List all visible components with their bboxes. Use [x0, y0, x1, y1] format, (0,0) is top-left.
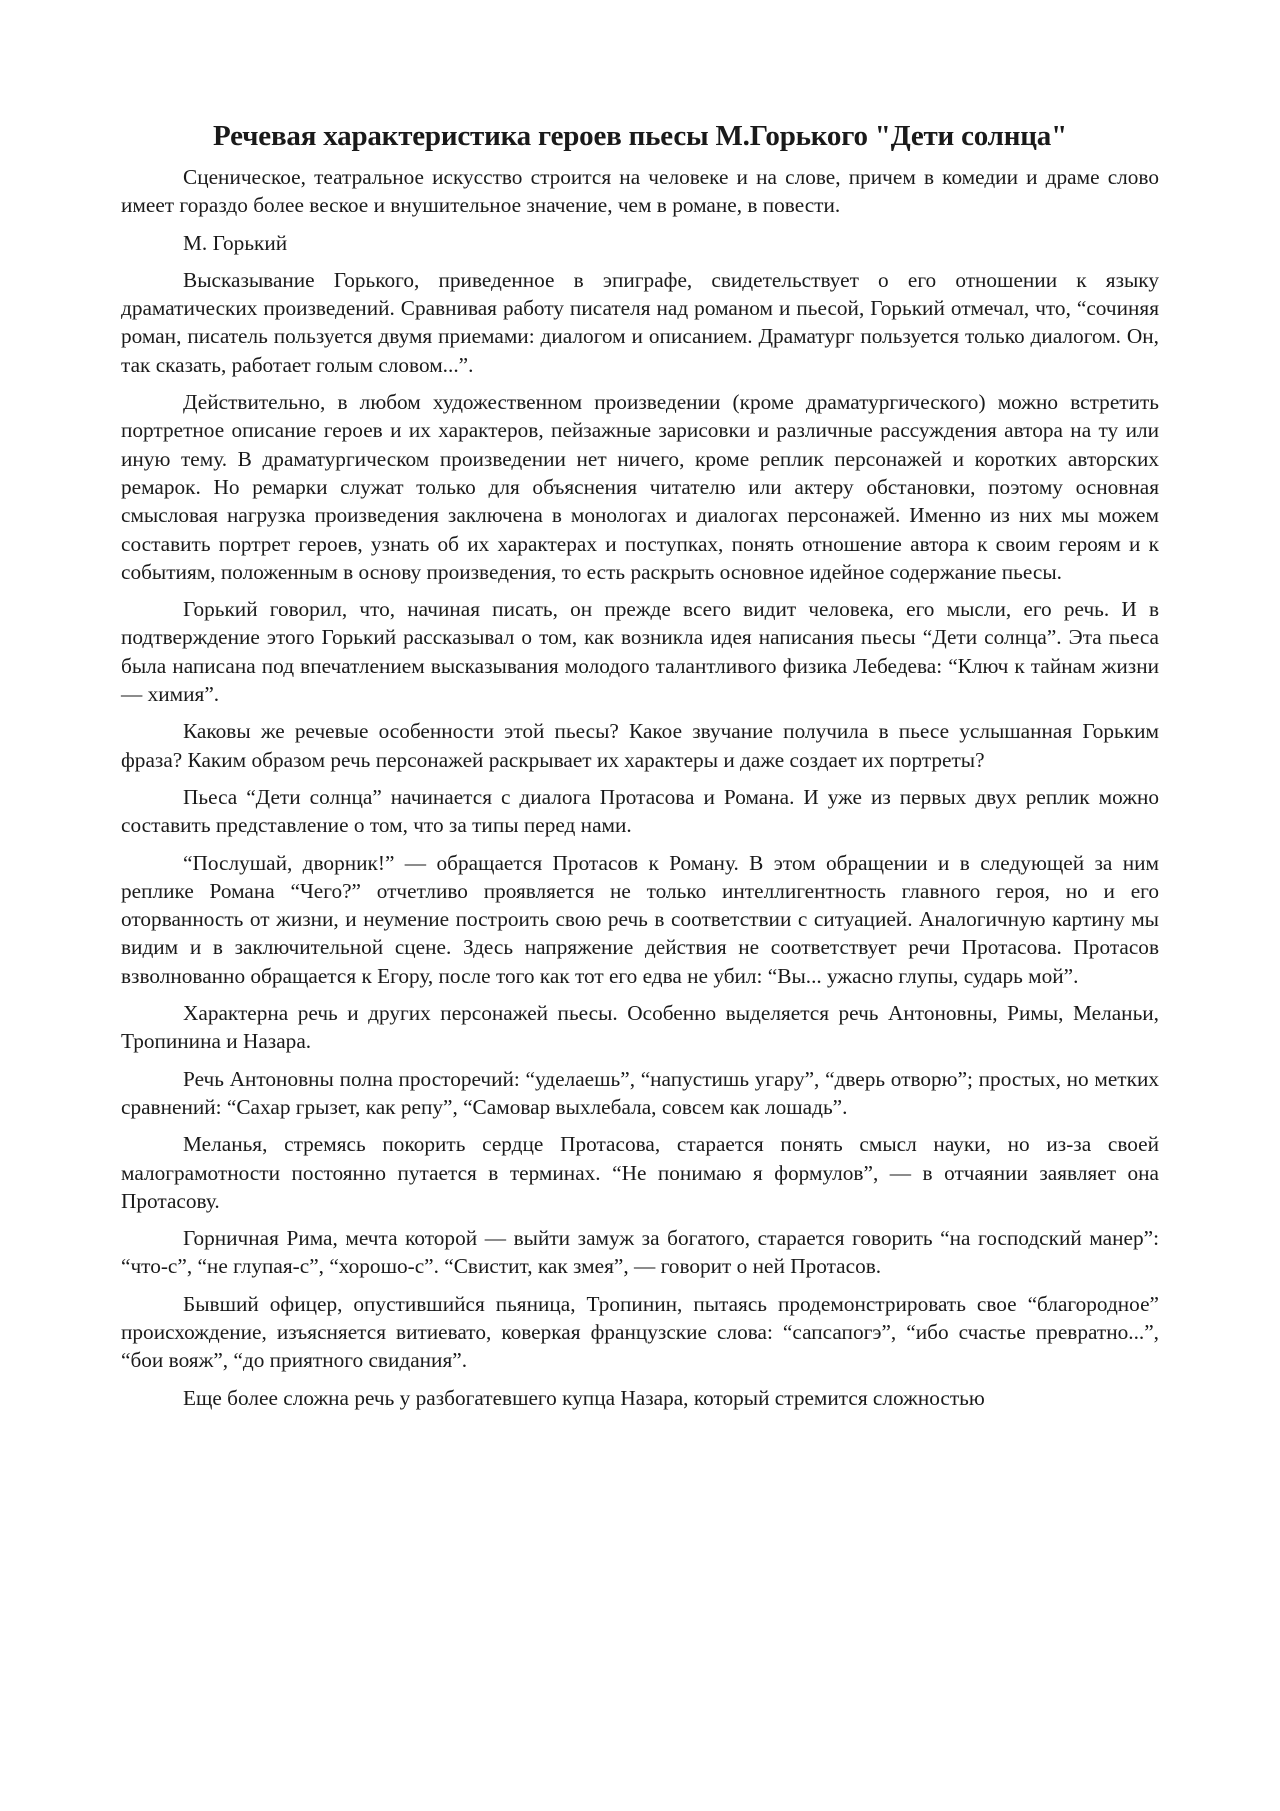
document-page	[121, 118, 1159, 1412]
paragraph: Горький говорил, что, начиная писать, он прежде всего видит человека, его мысли, его речь. И в подтверждение этого Горький рассказывал о том, как возникла идея написания пьесы “Дети солнца”. Эта пьеса была написана под впечатлением высказывания молодого талантливого физика Лебедева: “Ключ к тайнам жизни — химия”.	[121, 597, 1159, 707]
paragraph: Характерна речь и других персонажей пьесы. Особенно выделяется речь Антоновны, Римы, Меланьи, Тропинина и Назара.	[121, 1001, 1159, 1054]
paragraph: Каковы же речевые особенности этой пьесы? Какое звучание получила в пьесе услышанная Горьким фраза? Каким образом речь персонажей раскрывает их характеры и даже создает их портреты?	[121, 719, 1159, 772]
paragraph: Пьеса “Дети солнца” начинается с диалога Протасова и Романа. И уже из первых двух реплик можно составить представление о том, что за типы перед нами.	[121, 784, 1159, 838]
paragraph: Еще более сложна речь у разбогатевшего купца Назара, который стремится сложностью	[183, 1385, 985, 1410]
epigraph-text: Сценическое, театральное искусство строится на человеке и на слове, причем в комедии и драме слово имеет гораздо более веское и внушительное значение, чем в романе, в повести.	[121, 165, 1159, 218]
document-title: Речевая характеристика героев пьесы М.Горького "Дети солнца"	[213, 120, 1067, 152]
epigraph-author: М. Горький	[183, 230, 288, 255]
paragraph: Речь Антоновны полна просторечий: “уделаешь”, “напустишь угару”, “дверь отворю”; простых, но метких сравнений: “Сахар грызет, как репу”, “Самовар выхлебала, совсем как лошадь”.	[121, 1066, 1159, 1119]
paragraph: Бывший офицер, опустившийся пьяница, Тропинин, пытаясь продемонстрировать свое “благородное” происхождение, изъясняется витиевато, коверкая французские слова: “сапсапогэ”, “ибо счастье превратно...”, “бои вояж”, “до приятного свидания”.	[121, 1291, 1159, 1373]
paragraph: Высказывание Горького, приведенное в эпиграфе, свидетельствует о его отношении к языку драматических произведений. Сравнивая работу писателя над романом и пьесой, Горький отмечал, что, “сочиняя роман, писатель пользуется двумя приемами: диалогом и описанием. Драматург пользуется только диалогом. Он, так сказать, работает голым словом...”.	[121, 267, 1159, 377]
paragraph: Действительно, в любом художественном произведении (кроме драматургического) можно встретить портретное описание героев и их характеров, пейзажные зарисовки и различные рассуждения автора на ту или иную тему. В драматургическом произведении нет ничего, кроме реплик персонажей и коротких авторских ремарок. Но ремарки служат только для объяснения читателю или актеру обстановки, поэтому основная смысловая нагрузка произведения заключена в монологах и диалогах персонажей. Именно из них мы можем составить портрет героев, узнать об их характерах и поступках, понять отношение автора к своим героям и к событиям, положенным в основу произведения, то есть раскрыть основное идейное содержание пьесы.	[121, 390, 1159, 584]
paragraph: Горничная Рима, мечта которой — выйти замуж за богатого, старается говорить “на господский манер”: “что-с”, “не глупая-с”, “хорошо-с”. “Свистит, как змея”, — говорит о ней Протасов.	[121, 1226, 1159, 1279]
paragraph: Меланья, стремясь покорить сердце Протасова, старается понять смысл науки, но из-за своей малограмотности постоянно путается в терминах. “Не понимаю я формулов”, — в отчаянии заявляет она Протасову.	[121, 1132, 1159, 1213]
paragraph: “Послушай, дворник!” — обращается Протасов к Роману. В этом обращении и в следующей за ним реплике Романа “Чего?” отчетливо проявляется не только интеллигентность главного героя, но и его оторванность от жизни, и неумение построить свою речь в соответствии с ситуацией. Аналогичную картину мы видим и в заключительной сцене. Здесь напряжение действия не соответствует речи Протасова. Протасов взволнованно обращается к Егору, после того как тот его едва не убил: “Вы... ужасно глупы, сударь мой”.	[121, 850, 1159, 988]
